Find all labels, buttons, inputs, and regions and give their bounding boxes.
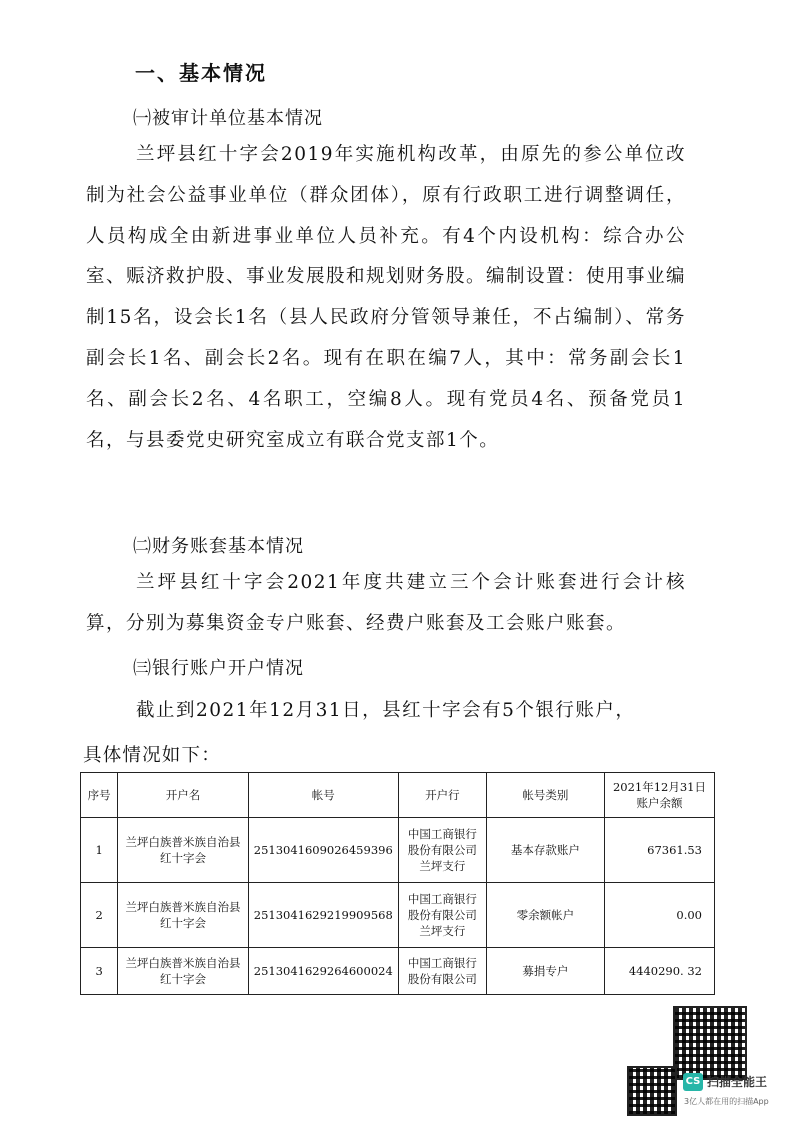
cell-account: 2513041629264600024 xyxy=(248,948,398,995)
cell-bank: 中国工商银行股份有限公司兰坪支行 xyxy=(398,818,486,883)
col-header-type: 帐号类别 xyxy=(486,773,604,818)
table-row xyxy=(81,818,715,883)
subsection-title-3: ㈢银行账户开户情况 xyxy=(133,658,304,679)
section-heading: 一、基本情况 xyxy=(135,61,267,85)
cell-type: 零余额帐户 xyxy=(486,883,604,948)
col-header-account: 帐号 xyxy=(248,773,398,818)
table-header-row xyxy=(81,773,715,818)
col-header-balance: 2021年12月31日账户余额 xyxy=(604,773,714,818)
col-header-name: 开户名 xyxy=(118,773,248,818)
watermark-app-name: 扫描全能王 xyxy=(707,1075,768,1089)
cell-name: 兰坪白族普米族自治县红十字会 xyxy=(118,818,248,883)
camscanner-logo-icon: CS xyxy=(683,1073,703,1091)
qr-code-small-icon xyxy=(627,1066,677,1116)
cell-no: 1 xyxy=(81,818,118,883)
table-row xyxy=(81,948,715,995)
paragraph-unit-overview: 兰坪县红十字会2019年实施机构改革，由原先的参公单位改制为社会公益事业单位（群众团体），原有行政职工进行调整调任，人员构成全由新进事业单位人员补充。有4个内设机构：综合办公室、赈济救护股、事业发展股和规划财务股。编制设置：使用事业编制15名，设会长1名（县人民政府分管领导兼任，不占编制）、常务副会长1名、副会长2名。现有在职在编7人，其中：常务副会长1名、副会长2名、4名职工，空编8人。现有党员4名、预备党员1名，与县委党史研究室成立有联合党支部1个。 xyxy=(86,144,687,451)
cell-balance: 4440290. 32 xyxy=(604,948,714,995)
cell-no: 2 xyxy=(81,883,118,948)
bank-accounts-table xyxy=(80,772,715,995)
cell-name: 兰坪白族普米族自治县红十字会 xyxy=(118,883,248,948)
cell-account: 2513041629219909568 xyxy=(248,883,398,948)
col-header-bank: 开户行 xyxy=(398,773,486,818)
watermark-tagline: 3亿人都在用的扫描App xyxy=(684,1097,769,1106)
table-row xyxy=(81,883,715,948)
paragraph-accounting-sets: 兰坪县红十字会2021年度共建立三个会计账套进行会计核算，分别为募集资金专户账套、经费户账套及工会账户账套。 xyxy=(86,572,686,634)
cell-no: 3 xyxy=(81,948,118,995)
subsection-title-1: ㈠被审计单位基本情况 xyxy=(133,108,323,129)
cell-type: 募捐专户 xyxy=(486,948,604,995)
paragraph-bank-accounts: 截止到2021年12月31日，县红十字会有5个银行账户， xyxy=(136,700,636,721)
cell-bank: 中国工商银行股份有限公司兰坪支行 xyxy=(398,883,486,948)
cell-balance: 0.00 xyxy=(604,883,714,948)
cell-name: 兰坪白族普米族自治县红十字会 xyxy=(118,948,248,995)
col-header-no: 序号 xyxy=(81,773,118,818)
subsection-title-2: ㈡财务账套基本情况 xyxy=(133,536,304,557)
cell-account: 2513041609026459396 xyxy=(248,818,398,883)
paragraph-bank-accounts-lead: 具体情况如下： xyxy=(83,745,221,766)
cell-balance: 67361.53 xyxy=(604,818,714,883)
qr-code-icon xyxy=(673,1006,747,1080)
cell-bank: 中国工商银行股份有限公司 xyxy=(398,948,486,995)
cell-type: 基本存款账户 xyxy=(486,818,604,883)
